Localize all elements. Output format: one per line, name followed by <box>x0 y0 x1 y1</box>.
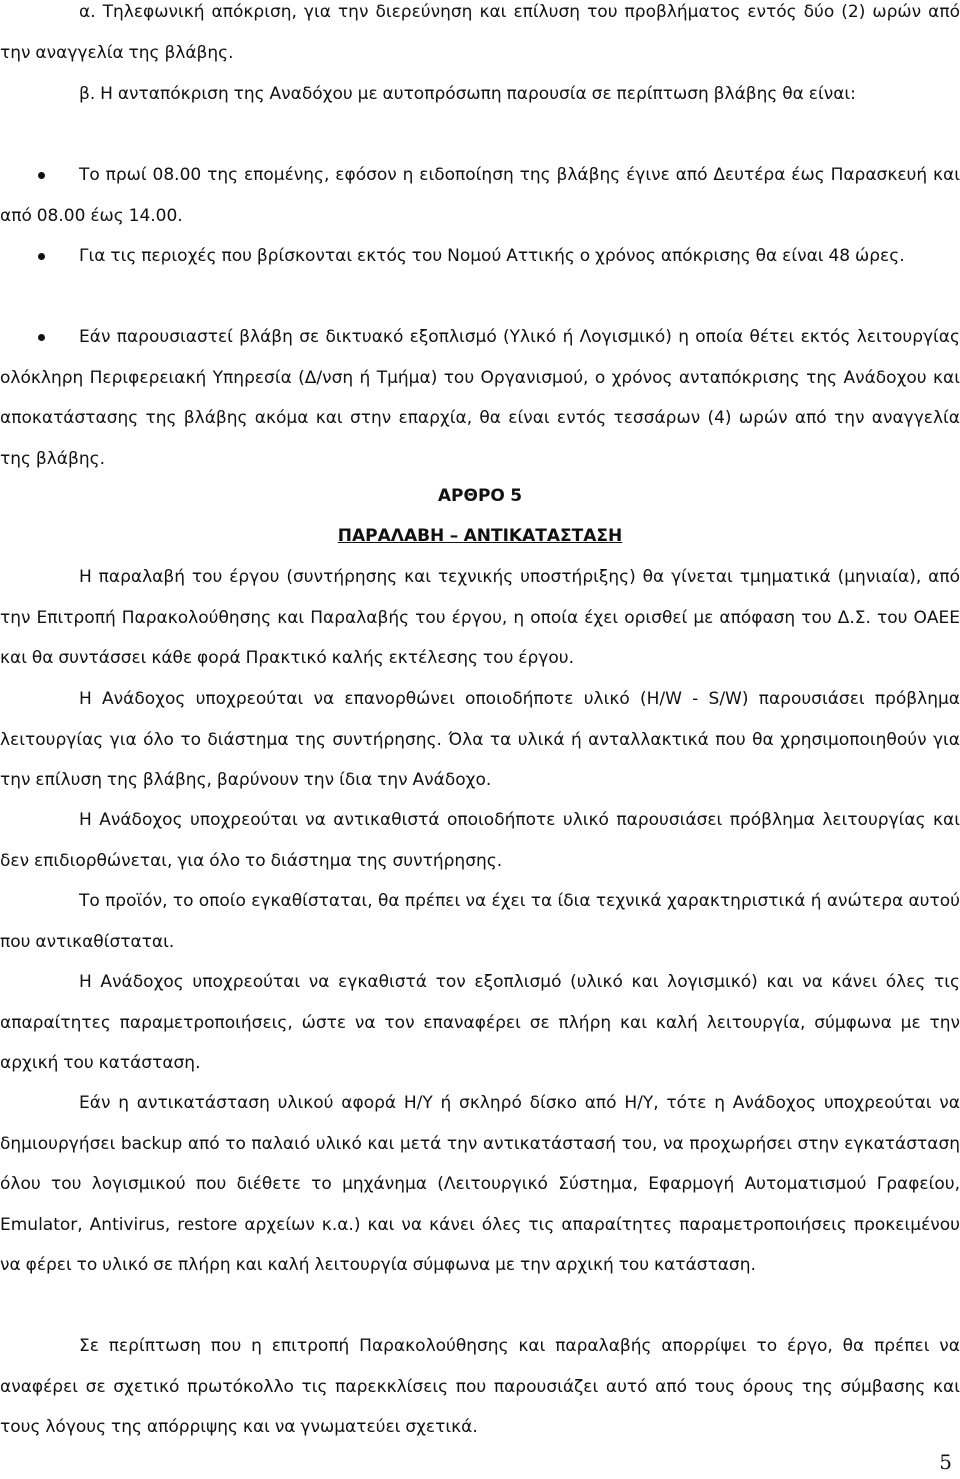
bullet-item-1 <box>0 155 960 236</box>
bullet-item-3 <box>0 317 960 479</box>
bullet-item-2 <box>0 236 960 277</box>
bullet-text: Για τις περιοχές που βρίσκονται εκτός του Νομού Αττικής ο χρόνος απόκρισης θα είναι 48 ώρες. <box>79 246 905 266</box>
page-number: 5 <box>939 1450 952 1474</box>
paragraph-4: Το προϊόν, το οποίο εγκαθίσταται, θα πρέπει να έχει τα ίδια τεχνικά χαρακτηριστικά ή ανώτερα αυτού που αντικαθίσταται. <box>0 891 960 952</box>
paragraph-7: Σε περίπτωση που η επιτροπή Παρακολούθησης και παραλαβής απορρίψει το έργο, θα πρέπει να αναφέρει σε σχετικό πρωτόκολλο τις παρεκκλίσεις που παρουσιάζει αυτό από τους όρους της σύμβασης και τους λόγους της απόρριψης και να γνωματεύει σχετικά. <box>0 1336 960 1438</box>
bullet-icon <box>38 172 45 179</box>
list-item-a: α. Τηλεφωνική απόκριση, για την διερεύνηση και επίλυση του προβλήματος εντός δύο (2) ωρών από την αναγγελία της βλάβης. <box>0 2 960 63</box>
list-item-b: β. Η ανταπόκριση της Αναδόχου με αυτοπρόσωπη παρουσία σε περίπτωση βλάβης θα είναι: <box>79 84 856 104</box>
paragraph-1: Η παραλαβή του έργου (συντήρησης και τεχνικής υποστήριξης) θα γίνεται τμηματικά (μηνιαία), από την Επιτροπή Παρακολούθησης και Παραλαβής του έργου, η οποία έχει ορισθεί με απόφαση του Δ.Σ. του ΟΑΕΕ και θα συντάσσει κάθε φορά Πρακτικό καλής εκτέλεσης του έργου. <box>0 567 960 669</box>
bullet-text: Εάν παρουσιαστεί βλάβη σε δικτυακό εξοπλισμό (Υλικό ή Λογισμικό) η οποία θέτει εκτός λειτουργίας ολόκληρη Περιφερειακή Υπηρεσία (Δ/νση ή Τμήμα) του Οργανισμού, ο χρόνος ανταπόκρισης της Ανάδοχου και αποκατάστασης της βλάβης ακόμα και στην επαρχία, θα είναι εντός τεσσάρων (4) ωρών από την αναγγελία της βλάβης. <box>0 327 960 469</box>
article-title: ΠΑΡΑΛΑΒΗ – ΑΝΤΙΚΑΤΑΣΤΑΣΗ <box>337 526 623 546</box>
bullet-icon <box>38 334 45 341</box>
article-heading: ΑΡΘΡΟ 5 <box>437 486 523 506</box>
bullet-text: Το πρωί 08.00 της επομένης, εφόσον η ειδοποίηση της βλάβης έγινε από Δευτέρα έως Παρασκευή και από 08.00 έως 14.00. <box>0 165 960 226</box>
paragraph-2: Η Ανάδοχος υποχρεούται να επανορθώνει οποιοδήποτε υλικό (H/W - S/W) παρουσιάσει πρόβλημα λειτουργίας για όλο το διάστημα της συντήρησης. Όλα τα υλικά ή ανταλλακτικά που θα χρησιμοποιηθούν για την επίλυση της βλάβης, βαρύνουν την ίδια την Ανάδοχο. <box>0 689 960 791</box>
bullet-icon <box>38 253 45 260</box>
paragraph-6: Εάν η αντικατάσταση υλικού αφορά Η/Υ ή σκληρό δίσκο από Η/Υ, τότε η Ανάδοχος υποχρεούται να δημιουργήσει backup από το παλαιό υλικό και μετά την αντικατάστασή του, να προχωρήσει στην εγκατάσταση όλου του λογισμικού που διέθετε το μηχάνημα (Λειτουργικό Σύστημα, Εφαρμογή Αυτοματισμού Γραφείου, Emulator, Antivirus, restore αρχείων κ.α.) και να κάνει όλες τις απαραίτητες παραμετροποιήσεις προκειμένου να φέρει το υλικό σε πλήρη και καλή λειτουργία σύμφωνα με την αρχική του κατάσταση. <box>0 1093 960 1276</box>
paragraph-3: Η Ανάδοχος υποχρεούται να αντικαθιστά οποιοδήποτε υλικό παρουσιάσει πρόβλημα λειτουργίας και δεν επιδιορθώνεται, για όλο το διάστημα της συντήρησης. <box>0 810 960 871</box>
paragraph-5: Η Ανάδοχος υποχρεούται να εγκαθιστά τον εξοπλισμό (υλικό και λογισμικό) και να κάνει όλες τις απαραίτητες παραμετροποιήσεις, ώστε να τον επαναφέρει σε πλήρη και καλή λειτουργία, σύμφωνα με την αρχική του κατάσταση. <box>0 972 960 1074</box>
